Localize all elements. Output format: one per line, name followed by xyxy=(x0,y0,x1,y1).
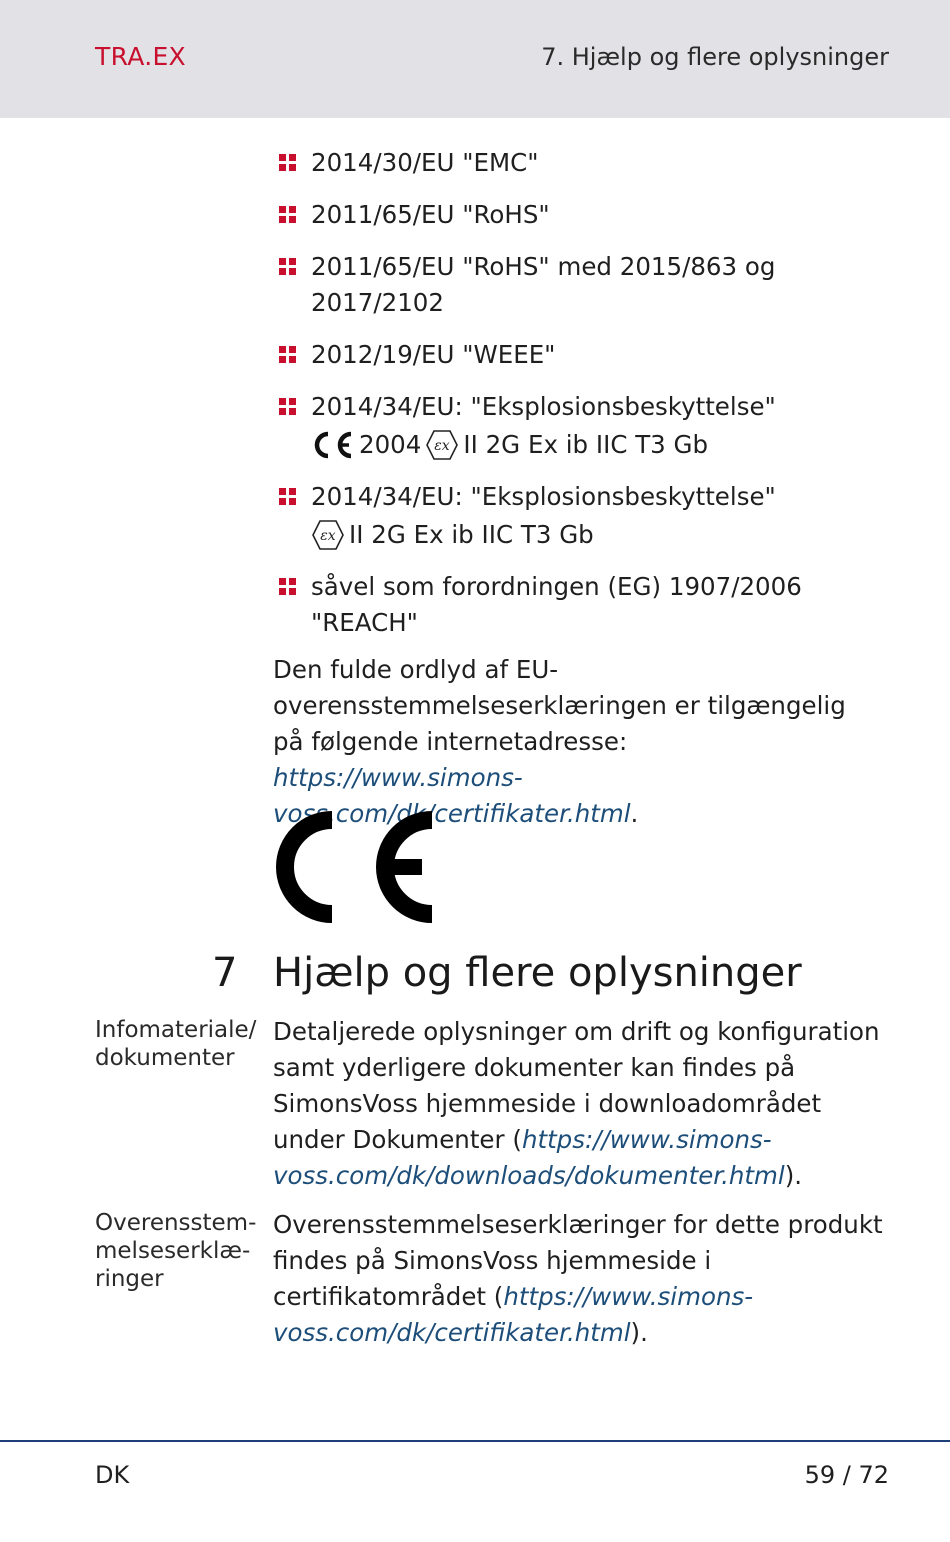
certificates-link[interactable]: https://www.simons-voss.com/dk/certifikater.html xyxy=(273,763,631,828)
bullet-icon xyxy=(279,398,297,416)
list-item: 2014/30/EU "EMC" xyxy=(279,145,879,181)
bullet-icon xyxy=(279,154,297,172)
side-label-documents: Infomateriale/ dokumenter xyxy=(95,1017,257,1071)
ce-year: 2004 xyxy=(359,430,422,459)
documents-paragraph: Detaljerede oplysninger om drift og konfiguration samt yderligere dokumenter kan findes på SimonsVoss hjemmeside i downloadområdet under Dokumenter (https://www.simons-voss.com/dk/downloads/dokumenter.html). xyxy=(273,1017,880,1190)
list-item: såvel som forordningen (EG) 1907/2006 "REACH" xyxy=(279,569,879,641)
svg-text:εx: εx xyxy=(320,528,336,544)
atex-marking-line xyxy=(311,517,879,553)
side-label-declarations: Overensstem-melseserklæ-ringer xyxy=(95,1210,257,1292)
ce-mark-logo xyxy=(272,808,436,926)
list-item: 2012/19/EU "WEEE" xyxy=(279,337,879,373)
atex-marking-line xyxy=(311,427,879,463)
page-number: 59 / 72 xyxy=(804,1461,889,1489)
header-section-title: 7. Hjælp og flere oplysninger xyxy=(541,43,889,71)
footer-divider xyxy=(0,1440,950,1442)
bullet-icon xyxy=(279,206,297,224)
declaration-paragraph: Den fulde ordlyd af EU-overensstemmelseserklæringen er tilgængelig på følgende internetadresse: https://www.simons-voss.com/dk/certifikater.html. xyxy=(273,655,846,828)
chapter-title: Hjælp og flere oplysninger xyxy=(273,950,802,996)
svg-text:εx: εx xyxy=(434,438,451,454)
page-header xyxy=(0,0,950,118)
declarations-paragraph: Overensstemmelseserklæringer for dette produkt findes på SimonsVoss hjemmeside i certifikatområdet (https://www.simons-voss.com/dk/certifikater.html). xyxy=(273,1210,883,1347)
ce-mark-icon xyxy=(311,430,355,460)
documents-link[interactable]: https://www.simons-voss.com/dk/downloads/dokumenter.html xyxy=(273,1125,785,1190)
directive-list xyxy=(279,145,879,657)
brand-name: TRA.EX xyxy=(95,42,186,71)
chapter-number: 7 xyxy=(212,950,238,996)
bullet-icon xyxy=(279,578,297,596)
footer-language: DK xyxy=(95,1461,130,1489)
list-item: 2014/34/EU: "Eksplosionsbeskyttelse" 2004 εx II 2G Ex ib IIC T3 Gb xyxy=(279,389,879,463)
ex-marking: II 2G Ex ib IIC T3 Gb xyxy=(349,520,594,549)
ex-marking: II 2G Ex ib IIC T3 Gb xyxy=(463,430,709,459)
list-item: 2014/34/EU: "Eksplosionsbeskyttelse" εx II 2G Ex ib IIC T3 Gb xyxy=(279,479,879,553)
ex-hexagon-icon xyxy=(311,518,345,552)
declarations-link[interactable]: https://www.simons-voss.com/dk/certifikater.html xyxy=(273,1282,754,1347)
bullet-icon xyxy=(279,346,297,364)
list-item: 2011/65/EU "RoHS" med 2015/863 og 2017/2102 xyxy=(279,249,879,321)
list-item: 2011/65/EU "RoHS" xyxy=(279,197,879,233)
bullet-icon xyxy=(279,258,297,276)
ex-hexagon-icon xyxy=(425,428,459,462)
bullet-icon xyxy=(279,488,297,506)
